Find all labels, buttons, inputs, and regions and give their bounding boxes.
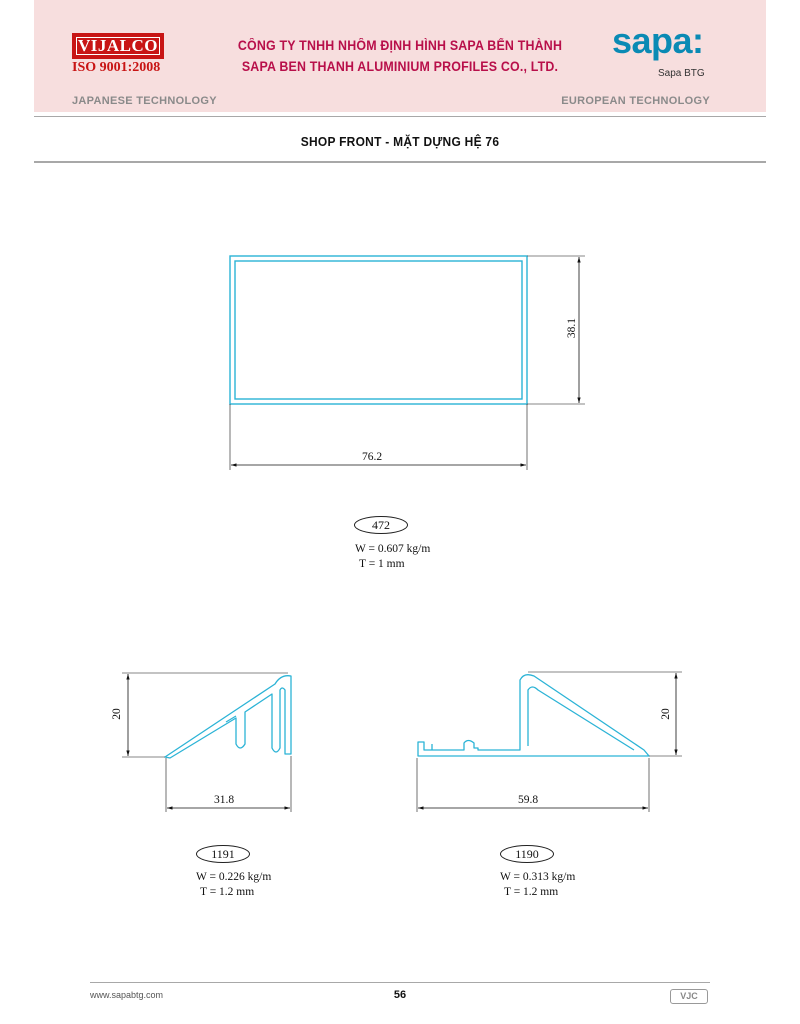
dim-1190-width: 59.8 — [518, 794, 539, 806]
footer-divider — [90, 982, 710, 983]
page-number: 56 — [393, 989, 407, 1001]
vijalco-logo-text: VIJALCO — [77, 36, 158, 55]
tech-label-european: EUROPEAN TECHNOLOGY — [561, 95, 710, 107]
profile-1191-drawing — [122, 673, 291, 812]
profile-1190-drawing — [417, 672, 682, 812]
profile-472-drawing — [230, 256, 585, 470]
footer-website-link[interactable]: www.sapabtg.com — [90, 990, 164, 1000]
tech-label-japanese: JAPANESE TECHNOLOGY — [72, 95, 217, 107]
sapa-logo: sapa: — [612, 20, 704, 61]
profile-spec — [355, 542, 430, 572]
dim-472-height: 38.1 — [566, 317, 579, 339]
profile-spec — [500, 870, 575, 900]
vjc-badge: VJC — [670, 989, 708, 1004]
profile-code-badge: 1191 — [196, 845, 250, 863]
profile-thickness: T = 1.2 mm — [504, 886, 559, 898]
company-name-vn: CÔNG TY TNHH NHÔM ĐỊNH HÌNH SAPA BẾN THÀNH — [237, 38, 563, 53]
profile-spec — [196, 870, 271, 900]
dim-472-width: 76.2 — [362, 451, 383, 463]
company-name-en: SAPA BEN THANH ALUMINIUM PROFILES CO., LTD. — [241, 59, 559, 74]
profile-thickness: T = 1 mm — [359, 558, 405, 570]
sapa-logo-subtitle: Sapa BTG — [658, 68, 705, 79]
profile-code-badge: 1190 — [500, 845, 554, 863]
dim-1191-width: 31.8 — [214, 794, 235, 806]
profile-weight: W = 0.607 kg/m — [355, 543, 431, 555]
profile-code-badge: 472 — [354, 516, 408, 534]
dim-1190-height: 20 — [659, 708, 672, 720]
profile-weight: W = 0.313 kg/m — [500, 871, 576, 883]
dim-1191-height: 20 — [110, 708, 123, 720]
iso-certification: ISO 9001:2008 — [72, 60, 161, 75]
profile-thickness: T = 1.2 mm — [200, 886, 255, 898]
profile-weight: W = 0.226 kg/m — [196, 871, 272, 883]
page-title: SHOP FRONT - MẶT DỰNG HỆ 76 — [300, 134, 500, 149]
